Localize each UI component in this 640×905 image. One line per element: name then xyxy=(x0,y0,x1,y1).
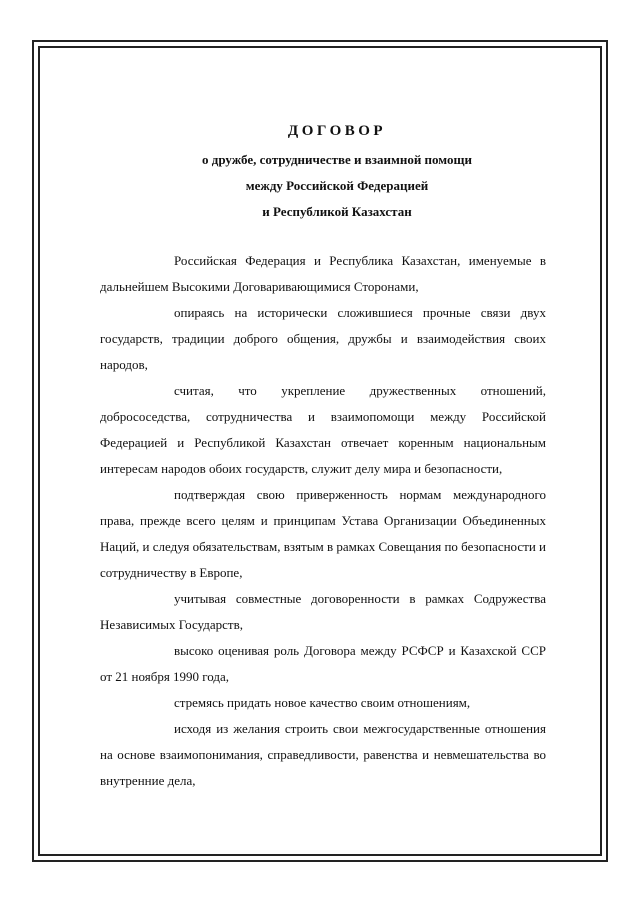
document-subtitle-line-3: и Республикой Казахстан xyxy=(262,204,412,219)
preamble-paragraph-2: опираясь на исторически сложившиеся прочные связи двух государств, традиции доброго общения, дружбы и взаимодействия своих народов, xyxy=(100,305,546,372)
preamble-paragraph-5: учитывая совместные договоренности в рамках Содружества Независимых Государств, xyxy=(100,591,546,632)
document-subtitle-line-1: о дружбе, сотрудничестве и взаимной помощи xyxy=(202,152,472,167)
preamble-paragraph-7: стремясь придать новое качество своим отношениям, xyxy=(174,695,471,710)
preamble-paragraph-3: считая, что укрепление дружественных отношений, добрососедства, сотрудничества и взаимопомощи между Российской Федерацией и Республикой Казахстан отвечает коренным национальным интересам народов обоих государств, служит делу мира и безопасности, xyxy=(100,383,546,476)
preamble-paragraph-1: Российская Федерация и Республика Казахстан, именуемые в дальнейшем Высокими Договаривающимися Сторонами, xyxy=(100,253,546,294)
document-title: ДОГОВОР xyxy=(287,123,387,139)
document-subtitle-line-2: между Российской Федерацией xyxy=(245,178,429,193)
preamble-paragraph-4: подтверждая свою приверженность нормам международного права, прежде всего целям и принципам Устава Организации Объединенных Наций, и следуя обязательствам, взятым в рамках Совещания по безопасности и сотрудничеству в Европе, xyxy=(100,487,546,580)
preamble-paragraph-8: исходя из желания строить свои межгосударственные отношения на основе взаимопонимания, справедливости, равенства и невмешательства во внутренние дела, xyxy=(100,721,546,788)
document-body xyxy=(100,248,546,794)
document-heading xyxy=(0,121,640,225)
preamble-paragraph-6: высоко оценивая роль Договора между РСФСР и Казахской ССР от 21 ноября 1990 года, xyxy=(100,643,546,684)
